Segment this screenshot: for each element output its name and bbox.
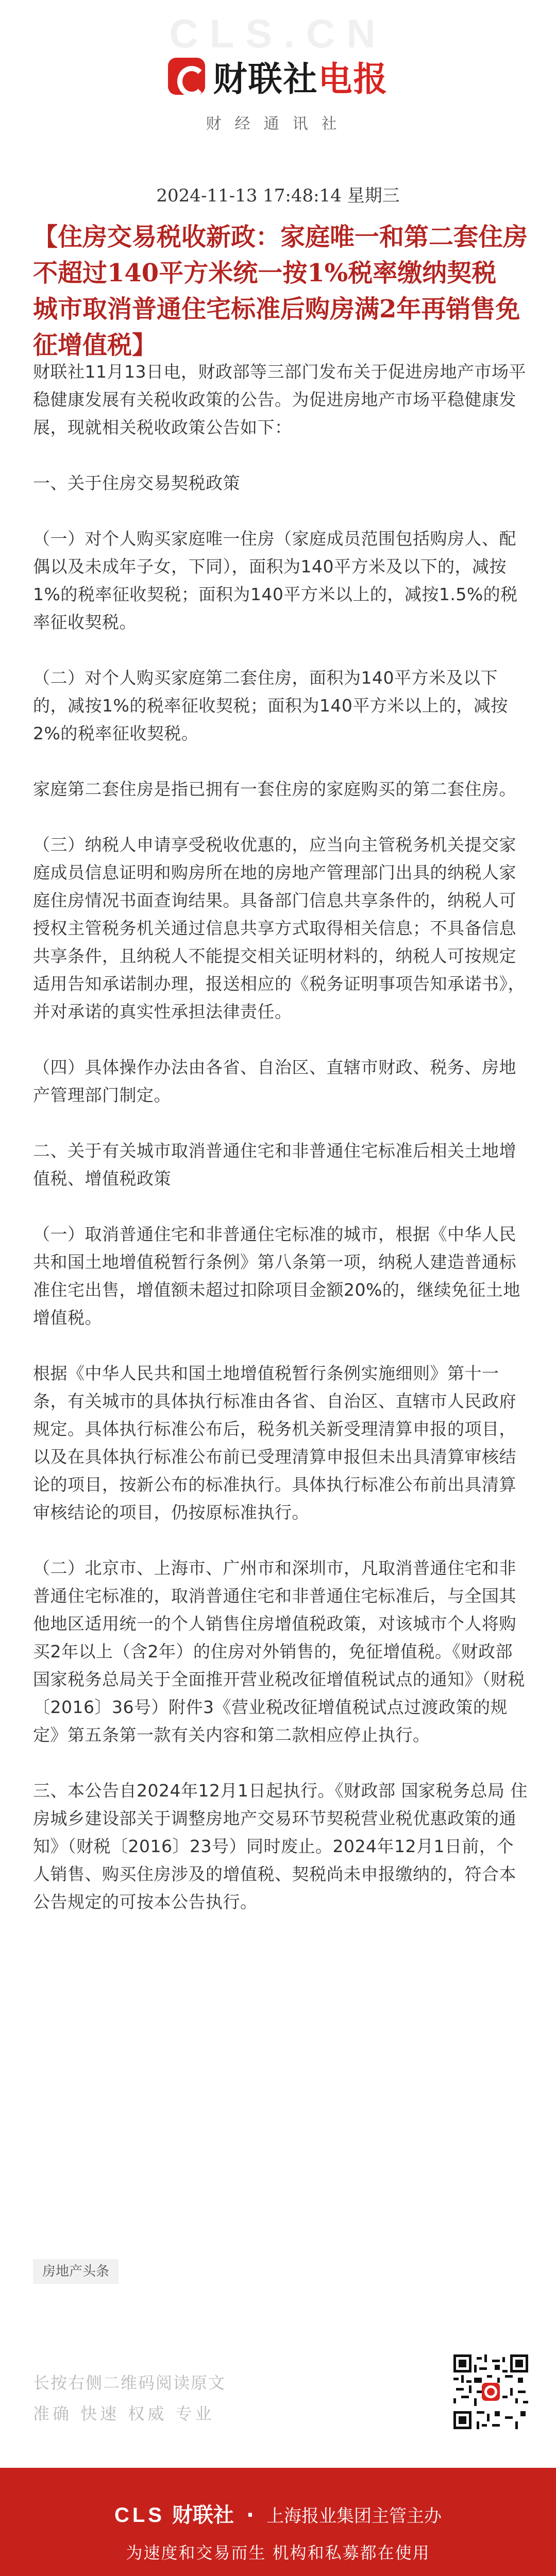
qr-code-icon <box>453 2354 528 2429</box>
footer-brand-en: CLS <box>114 2504 165 2527</box>
paragraph: 三、本公告自2024年12月1日起执行。《财政部 国家税务总局 住房城乡建设部关于调整房地产交易环节契税营业税优惠政策的通知》（财税〔2016〕23号）同时废止。2024年12月1日前，个人销售、购买住房涉及的增值税、契税尚未申报缴纳的，符合本公告规定的可按本公告执行。 <box>33 1781 528 1912</box>
paragraph: （三）纳税人申请享受税收优惠的，应当向主管税务机关提交家庭成员信息证明和购房所在地的房地产管理部门出具的纳税人家庭住房情况书面查询结果。具备部门信息共享条件的，纳税人可授权主管税务机关通过信息共享方式取得相关信息；不具备信息共享条件，且纳税人不能提交相关证明材料的，纳税人可按规定适用告知承诺制办理，报送相应的《税务证明事项告知承诺书》，并对承诺的真实性承担法律责任。 <box>33 835 525 1022</box>
topic-tag[interactable]: 房地产头条 <box>33 2259 119 2284</box>
logo-text-black: 财联社 <box>213 59 318 99</box>
article-body <box>33 358 528 1944</box>
paragraph: 财联社11月13日电，财政部等三部门发布关于促进房地产市场平稳健康发展有关税收政策的公告。为促进房地产市场平稳健康发展，现就相关税收政策公告如下： <box>33 362 526 437</box>
logo-subtitle: 财经通讯社 <box>206 115 350 133</box>
paragraph: （一）取消普通住宅和非普通住宅标准的城市，根据《中华人民共和国土地增值税暂行条例》第八条第一项，纳税人建造普通标准住宅出售，增值额未超过扣除项目金额20%的，继续免征土地增值税。 <box>33 1224 520 1328</box>
paragraph: （二）北京市、上海市、广州市和深圳市，凡取消普通住宅和非普通住宅标准的，取消普通住宅和非普通住宅标准后，与全国其他地区适用统一的个人销售住房增值税政策，对该城市个人将购买2年以上（含2年）的住房对外销售的，免征增值税。《财政部 国家税务总局关于全面推开营业税改征增值税试点的通知》（财税〔2016〕36号）附件3《营业税改征增值税试点过渡政策的规定》第五条第一款有关内容和第二款相应停止执行。 <box>33 1558 525 1745</box>
publish-datetime: 2024-11-13 17:48:14 星期三 <box>156 185 400 206</box>
qr-hint-slogan: 准确 快速 权威 专业 <box>33 2404 215 2424</box>
paragraph: （四）具体操作办法由各省、自治区、直辖市财政、税务、房地产管理部门制定。 <box>33 1057 516 1105</box>
logo-text <box>213 52 389 100</box>
logo-text-red: 电报 <box>318 59 389 99</box>
footer-slogan: 为速度和交易而生 机构和私募都在使用 <box>126 2543 430 2563</box>
paragraph: 根据《中华人民共和国土地增值税暂行条例实施细则》第十一条，有关城市的具体执行标准由各省、自治区、直辖市人民政府规定。具体执行标准公布后，税务机关新受理清算申报的项目，以及在具体执行标准公布前已受理清算申报但未出具清算审核结论的项目，按新公布的标准执行。具体执行标准公布前出具清算审核结论的项目，仍按原标准执行。 <box>33 1363 516 1522</box>
paragraph: 二、关于有关城市取消普通住宅和非普通住宅标准后相关土地增值税、增值税政策 <box>33 1141 516 1189</box>
paragraph: 一、关于住房交易契税政策 <box>33 473 240 493</box>
paragraph: （一）对个人购买家庭唯一住房（家庭成员范围包括购房人、配偶以及未成年子女，下同），面积为140平方米及以下的，减按1%的税率征收契税；面积为140平方米以上的，减按1.5%的税率征收契税。 <box>33 529 518 632</box>
footer-banner <box>0 2468 556 2576</box>
qr-code[interactable] <box>453 2354 528 2429</box>
header <box>0 0 556 170</box>
paragraph: 家庭第二套住房是指已拥有一套住房的家庭购买的第二套住房。 <box>33 779 516 799</box>
logo-icon <box>168 58 205 95</box>
paragraph: （二）对个人购买家庭第二套住房，面积为140平方米及以下的，减按1%的税率征收契税；面积为140平方米以上的，减按2%的税率征收契税。 <box>33 668 508 743</box>
watermark: CLS.CN <box>169 11 387 56</box>
footer-separator: · <box>246 2503 255 2527</box>
footer-group: 上海报业集团主管主办 <box>266 2506 442 2527</box>
footer-brand <box>0 2499 556 2528</box>
logo <box>0 52 556 100</box>
qr-hint-text: 长按右侧二维码阅读原文 <box>33 2373 226 2393</box>
headline: 【住房交易税收新政：家庭唯一和第二套住房不超过140平方米统一按1%税率缴纳契税 城市取消普通住宅标准后购房满2年再销售免征增值税】 <box>33 223 528 360</box>
footer-brand-cn: 财联社 <box>172 2503 234 2527</box>
